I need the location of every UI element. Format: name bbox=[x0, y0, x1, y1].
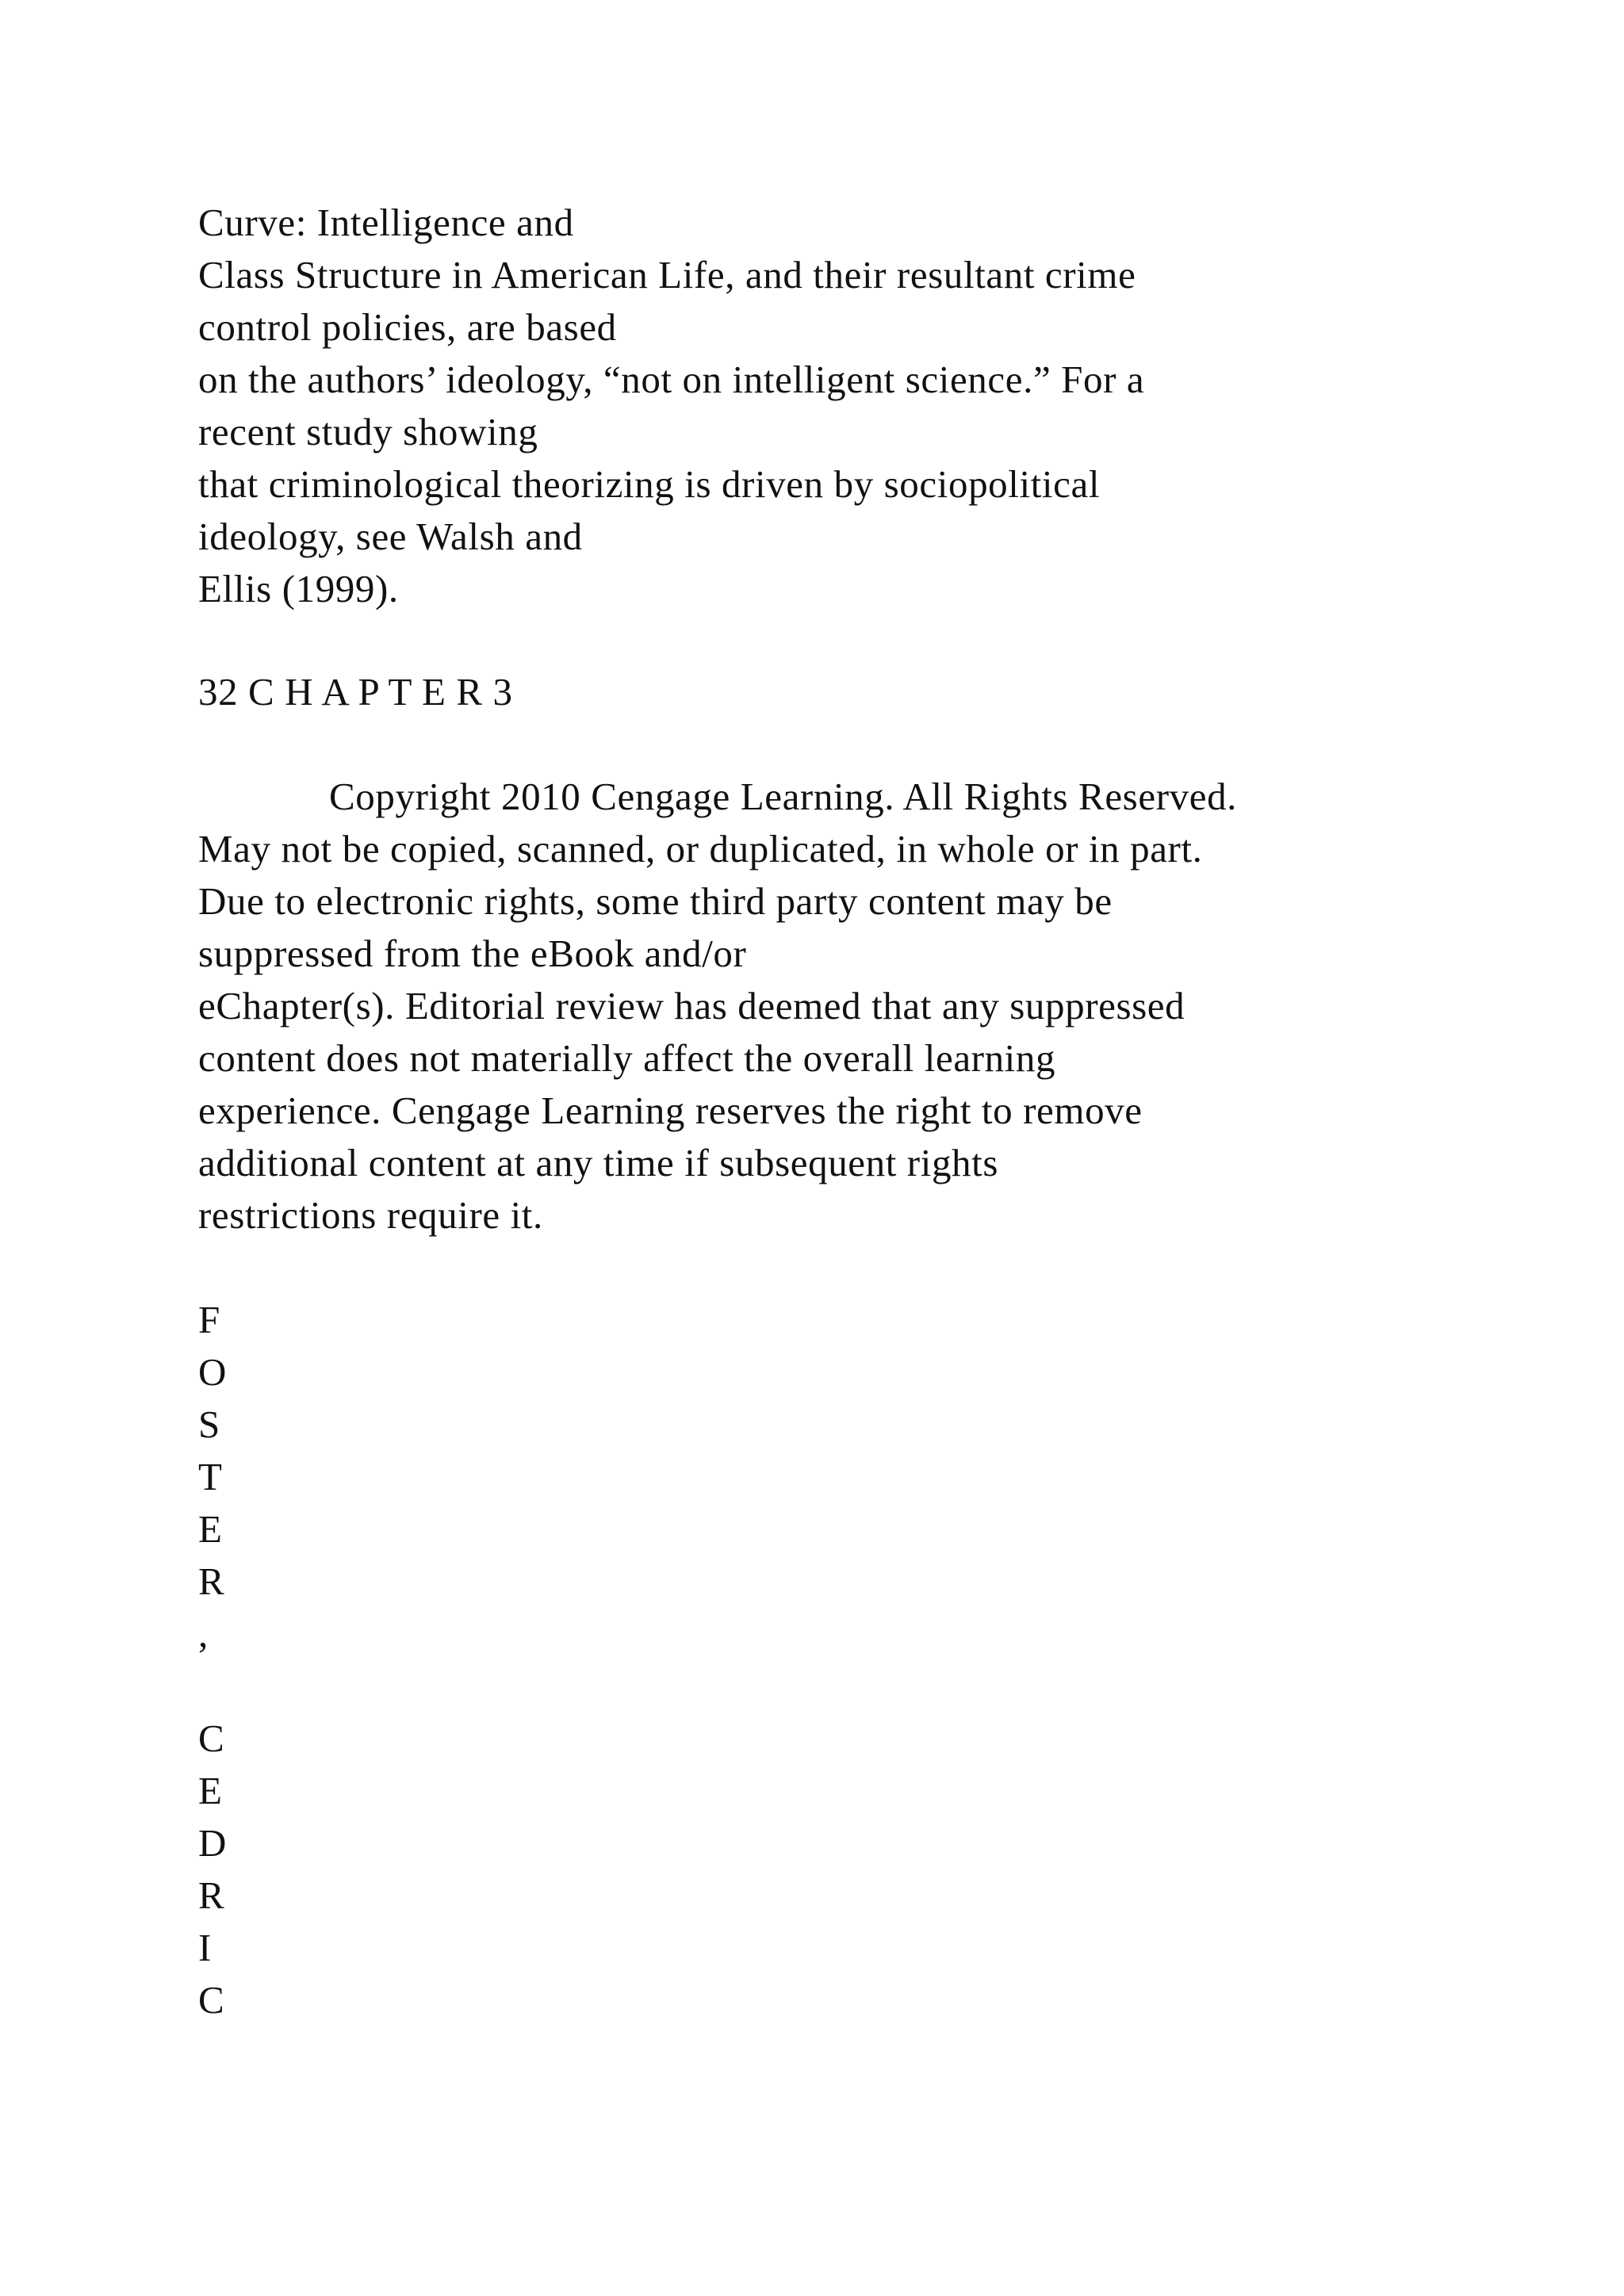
copyright-line: Due to electronic rights, some third party content may be bbox=[198, 879, 1113, 923]
copyright-line: Copyright 2010 Cengage Learning. All Rights Reserved. bbox=[329, 775, 1238, 818]
vertical-letter: O bbox=[198, 1350, 227, 1394]
vertical-letter: C bbox=[198, 1716, 225, 1760]
vertical-name-given bbox=[198, 1712, 227, 2026]
copyright-line: suppressed from the eBook and/or bbox=[198, 932, 747, 975]
chapter-heading bbox=[198, 666, 513, 718]
copyright-line: restrictions require it. bbox=[198, 1193, 543, 1237]
vertical-letter: T bbox=[198, 1455, 223, 1498]
paragraph-line: on the authors’ ideology, “not on intelligent science.” For a bbox=[198, 358, 1145, 401]
vertical-letter: C bbox=[198, 1978, 225, 2022]
paragraph-line: ideology, see Walsh and bbox=[198, 515, 583, 558]
vertical-letter: R bbox=[198, 1873, 225, 1917]
chapter-heading-text: 32 C H A P T E R 3 bbox=[198, 670, 513, 714]
vertical-letter: , bbox=[198, 1612, 209, 1655]
paragraph-line: Class Structure in American Life, and their resultant crime bbox=[198, 253, 1136, 297]
vertical-letter: E bbox=[198, 1769, 223, 1812]
copyright-line: experience. Cengage Learning reserves the right to remove bbox=[198, 1089, 1143, 1132]
vertical-name-surname bbox=[198, 1294, 227, 1660]
copyright-line: eChapter(s). Editorial review has deemed that any suppressed bbox=[198, 984, 1185, 1027]
copyright-line: May not be copied, scanned, or duplicated, in whole or in part. bbox=[198, 827, 1203, 871]
copyright-line: content does not materially affect the overall learning bbox=[198, 1036, 1056, 1080]
paragraph-line: that criminological theorizing is driven by sociopolitical bbox=[198, 462, 1101, 506]
vertical-letter: S bbox=[198, 1402, 220, 1446]
paragraph-line: Curve: Intelligence and bbox=[198, 201, 574, 244]
copyright-notice bbox=[198, 771, 1237, 1242]
paragraph-line: Ellis (1999). bbox=[198, 567, 399, 610]
body-paragraph bbox=[198, 197, 1144, 615]
paragraph-line: recent study showing bbox=[198, 410, 538, 453]
vertical-letter: E bbox=[198, 1507, 223, 1551]
vertical-letter: F bbox=[198, 1298, 220, 1341]
vertical-letter: I bbox=[198, 1926, 212, 1969]
vertical-letter: R bbox=[198, 1559, 225, 1603]
vertical-letter: D bbox=[198, 1821, 227, 1865]
paragraph-line: control policies, are based bbox=[198, 305, 617, 349]
copyright-line: additional content at any time if subsequent rights bbox=[198, 1141, 999, 1184]
